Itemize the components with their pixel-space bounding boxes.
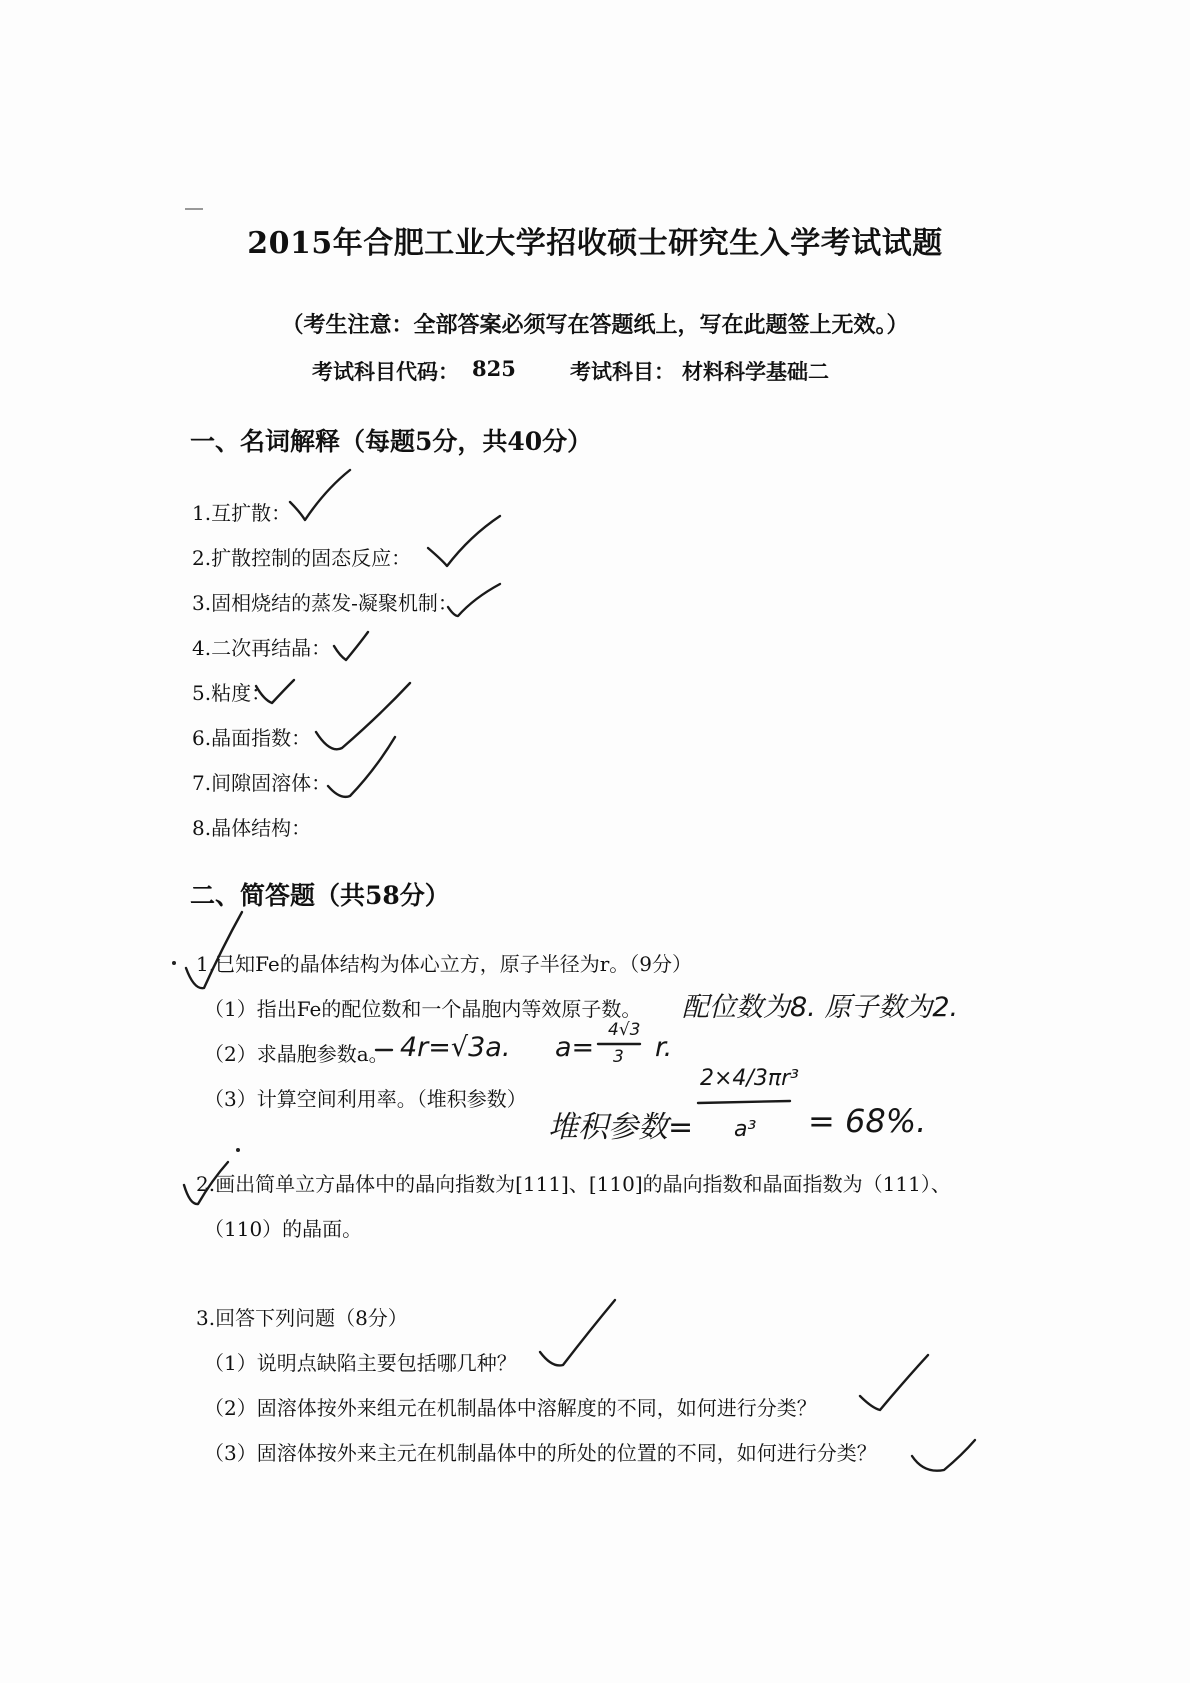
question2-line1: 2.画出简单立方晶体中的晶向指数为[111]、[110]的晶向指数和晶面指数为（111）、	[196, 1172, 951, 1196]
subject-code: 825	[472, 356, 516, 381]
term-item: 5.粘度：	[192, 681, 272, 705]
check-mark-icon	[334, 632, 368, 660]
check-mark-icon	[428, 516, 500, 566]
term-item: 7.间隙固溶体：	[192, 771, 332, 795]
exam-title: 2015年合肥工业大学招收硕士研究生入学考试试题	[247, 226, 943, 261]
question1-stem: 1.已知Fe的晶体结构为体心立方，原子半径为r。（9分）	[196, 952, 692, 976]
term-item: 4.二次再结晶：	[192, 636, 332, 660]
handwritten-packing-label: 堆积参数=	[548, 1110, 694, 1145]
section1-heading: 一、名词解释（每题5分，共40分）	[190, 427, 593, 456]
handwritten-answer-q1-2a: 4r=√3a.	[400, 1032, 511, 1063]
handwritten-r: r.	[655, 1032, 673, 1063]
handwritten-answer-q1-2b: a=	[555, 1032, 595, 1063]
question1-sub1: （1）指出Fe的配位数和一个晶胞内等效原子数。	[204, 997, 642, 1021]
subject-code-label: 考试科目代码：	[312, 359, 459, 384]
question3-sub2: （2）固溶体按外来组元在机制晶体中溶解度的不同，如何进行分类？	[204, 1396, 817, 1420]
term-item: 6.晶面指数：	[192, 726, 312, 750]
check-mark-icon	[328, 737, 395, 797]
fraction-bar	[698, 1101, 790, 1103]
handwritten-frac-denominator: 3	[613, 1047, 624, 1067]
question1-sub3: （3）计算空间利用率。（堆积参数）	[204, 1087, 527, 1111]
handwritten-packing-denominator: a³	[734, 1117, 757, 1142]
check-mark-icon	[912, 1440, 975, 1471]
term-item: 3.固相烧结的蒸发-凝聚机制：	[192, 591, 458, 615]
term-item: 2.扩散控制的固态反应：	[192, 546, 412, 570]
ink-dot	[172, 961, 176, 965]
check-mark-icon	[860, 1355, 928, 1410]
handwritten-answer-q1-1: 配位数为8. 原子数为2.	[682, 992, 959, 1023]
scan-edge-mark	[185, 208, 203, 210]
subject-label: 考试科目：	[570, 359, 675, 384]
check-mark-icon	[290, 470, 350, 520]
handwritten-packing-result: = 68%.	[808, 1102, 927, 1140]
check-mark-icon	[316, 683, 410, 749]
question2-line2: （110）的晶面。	[204, 1217, 363, 1241]
question3-stem: 3.回答下列问题（8分）	[196, 1306, 408, 1330]
ink-dot	[236, 1148, 240, 1152]
question3-sub1: （1）说明点缺陷主要包括哪几种？	[204, 1351, 517, 1375]
handwritten-packing-numerator: 2×4/3πr³	[700, 1066, 799, 1091]
section2-heading: 二、简答题（共58分）	[190, 881, 450, 910]
handwritten-frac-numerator: 4√3	[608, 1020, 641, 1040]
subject-name: 材料科学基础二	[682, 359, 829, 384]
exam-notice: （考生注意：全部答案必须写在答题纸上，写在此题签上无效。）	[281, 312, 909, 338]
term-item: 1.互扩散：	[192, 501, 292, 525]
term-item: 8.晶体结构：	[192, 816, 312, 840]
check-mark-icon	[540, 1300, 615, 1365]
question3-sub3: （3）固溶体按外来主元在机制晶体中的所处的位置的不同，如何进行分类？	[204, 1441, 877, 1465]
question1-sub2: （2）求晶胞参数a。	[204, 1042, 389, 1066]
